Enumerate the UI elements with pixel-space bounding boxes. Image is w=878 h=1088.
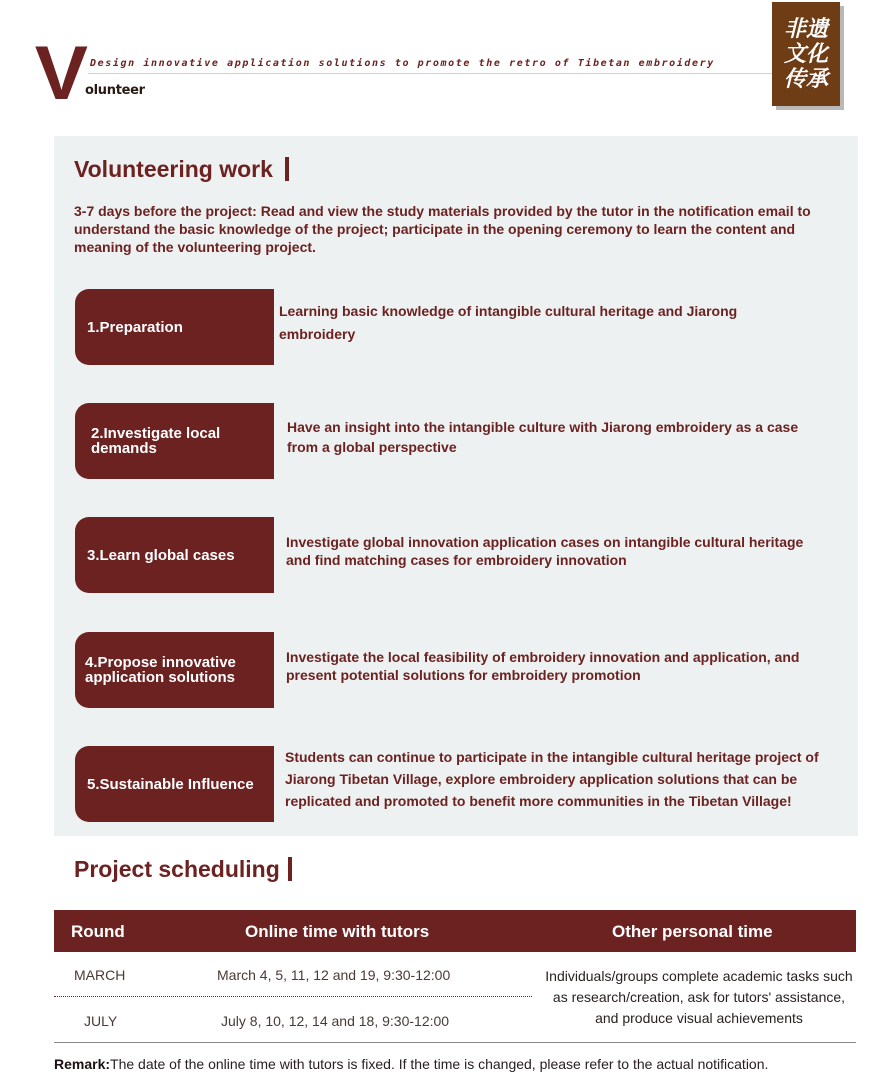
step-label: 1.Preparation [75, 289, 274, 365]
step-sustainable-influence [75, 746, 835, 822]
step-propose-solutions [75, 632, 835, 708]
step-learn-global [75, 517, 835, 593]
step-label: 3.Learn global cases [75, 517, 274, 593]
online-time-cell: March 4, 5, 11, 12 and 19, 9:30-12:00 [217, 967, 451, 983]
remark-text: The date of the online time with tutors is fixed. If the time is changed, please refer to the actual notification. [110, 1056, 769, 1072]
header-divider [88, 73, 788, 74]
step-preparation [75, 289, 835, 365]
step-description: Investigate the local feasibility of embroidery innovation and application, and present potential solutions for embroidery promotion [286, 649, 800, 683]
remark-note [54, 1056, 768, 1072]
online-time-cell: July 8, 10, 12, 14 and 18, 9:30-12:00 [221, 1013, 450, 1029]
step-description: Investigate global innovation application cases on intangible cultural heritage and find matching cases for embroidery innovation [286, 534, 804, 568]
step-label: 5.Sustainable Influence [75, 746, 274, 822]
step-description: Learning basic knowledge of intangible cultural heritage and Jiarong embroidery [279, 303, 738, 342]
round-cell: JULY [84, 1013, 118, 1029]
remark-label: Remark: [54, 1056, 111, 1072]
volunteering-intro: 3-7 days before the project: Read and view the study materials provided by the tutor in the notification email to understand the basic knowledge of the project; participate in the opening ceremony to learn the content and meaning of the volunteering project. [74, 203, 811, 255]
round-cell: MARCH [74, 967, 126, 983]
header-personal-time: Other personal time [612, 922, 773, 941]
scheduling-title-text: Project scheduling [74, 856, 280, 882]
title-bar [285, 157, 289, 181]
personal-time-cell: Individuals/groups complete academic tasks such as research/creation, ask for tutors' assistance, and produce visual achievements [545, 968, 853, 1026]
stamp-text: 非遗文化传承 [783, 16, 828, 92]
scheduling-title [74, 856, 292, 883]
heritage-stamp [772, 2, 840, 106]
schedule-table-header [54, 910, 856, 952]
title-bar [288, 857, 292, 881]
table-bottom-line [54, 1042, 856, 1043]
volunteering-title-text: Volunteering work [74, 156, 273, 182]
header-big-letter: V [34, 31, 86, 116]
step-investigate-local [75, 403, 835, 479]
row-divider [54, 996, 532, 997]
volunteering-title [74, 156, 289, 183]
step-label: 2.Investigate local demands [75, 403, 274, 479]
step-label: 4.Propose innovative application solutions [75, 632, 274, 708]
step-description: Have an insight into the intangible culture with Jiarong embroidery as a case from a global perspective [287, 419, 799, 455]
step-description: Students can continue to participate in the intangible cultural heritage project of Jiarong Tibetan Village, explore embroidery application solutions that can be replicated and promoted to benefit more communities in the Tibetan Village! [285, 749, 819, 809]
header-subtitle: olunteer [85, 83, 145, 98]
header-online-time: Online time with tutors [245, 922, 430, 941]
header-round: Round [71, 922, 125, 941]
header-tagline: Design innovative application solutions to promote the retro of Tibetan embroidery [90, 58, 715, 69]
volunteering-panel [54, 136, 858, 836]
